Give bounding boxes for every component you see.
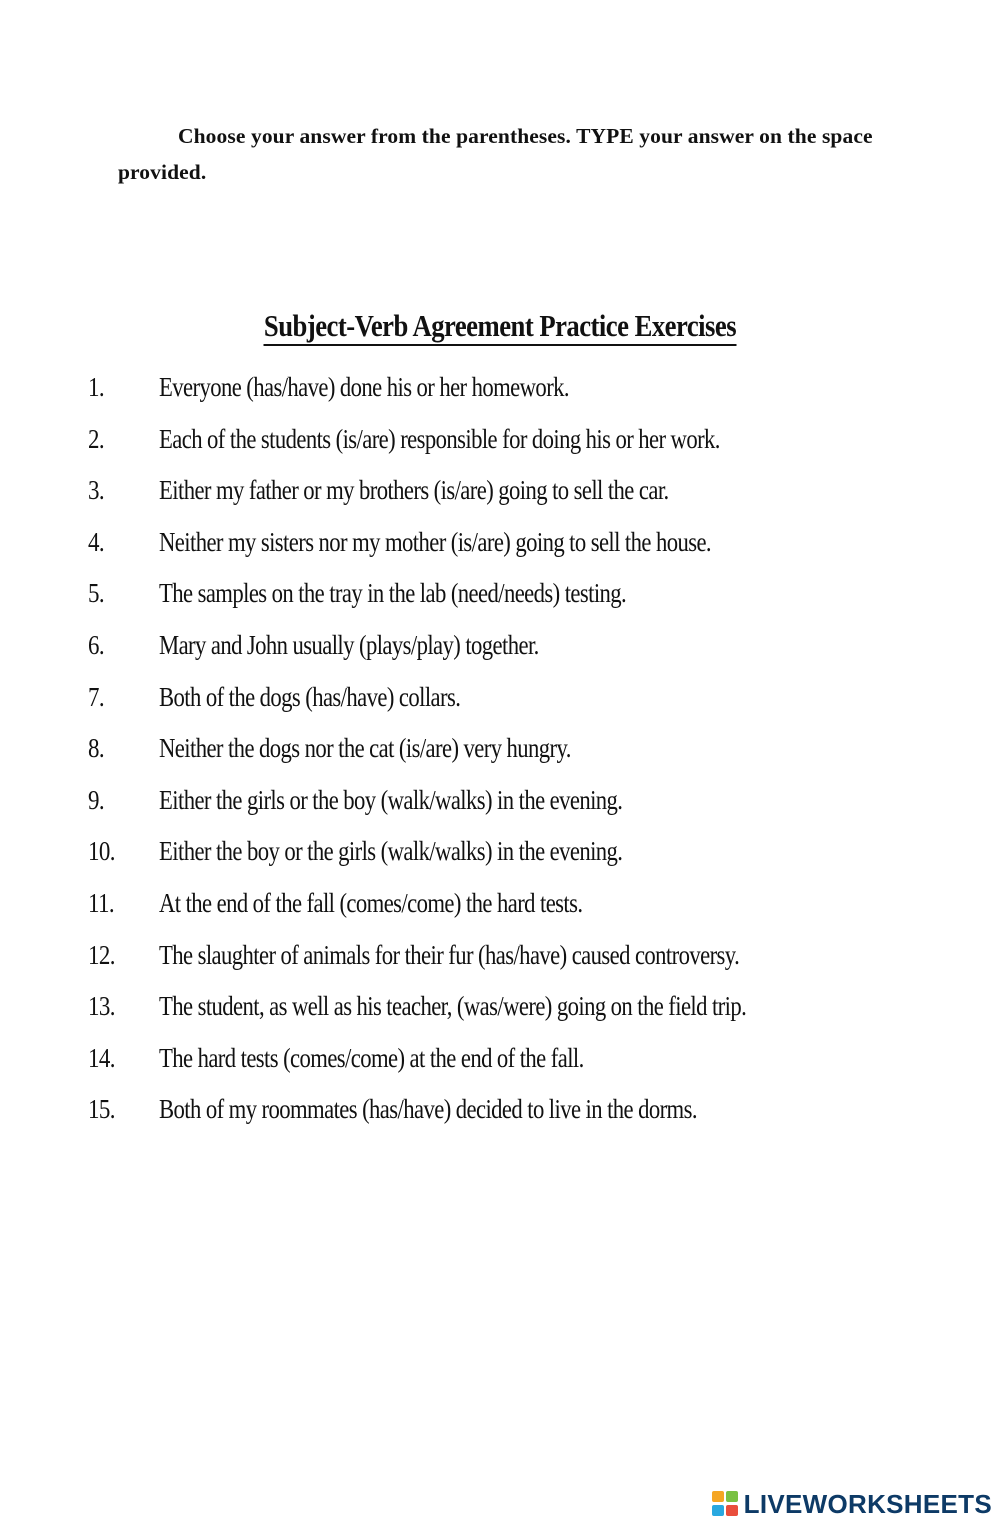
exercise-item [88,416,968,468]
exercise-sentence: The hard tests (comes/come) at the end of the fall. [159,1042,584,1073]
exercise-number: 13. [88,991,115,1022]
exercise-item [88,1035,968,1087]
exercise-number: 2. [88,423,105,454]
exercise-item [88,828,968,880]
exercise-number: 14. [88,1042,115,1073]
liveworksheets-wordmark: LIVEWORKSHEETS [743,1488,992,1519]
exercise-sentence: The slaughter of animals for their fur (has/have) caused controversy. [159,939,740,970]
exercise-number: 5. [88,578,105,609]
exercise-item [88,570,968,622]
worksheet-title-text: Subject-Verb Agreement Practice Exercises [264,308,736,346]
exercise-item [88,932,968,984]
exercise-item [88,674,968,726]
exercise-sentence: Either the girls or the boy (walk/walks) in the evening. [159,784,623,815]
exercise-sentence: At the end of the fall (comes/come) the hard tests. [159,887,583,918]
liveworksheets-brand [712,1485,992,1523]
exercise-number: 11. [88,887,115,918]
exercise-item [88,983,968,1035]
exercise-number: 15. [88,1094,115,1125]
exercise-number: 7. [88,681,105,712]
exercise-item [88,364,968,416]
exercise-item [88,467,968,519]
exercise-sentence: Both of the dogs (has/have) collars. [159,681,461,712]
exercise-number: 3. [88,475,105,506]
exercise-sentence: Mary and John usually (plays/play) together. [159,629,539,660]
exercise-sentence: The samples on the tray in the lab (need/needs) testing. [159,578,627,609]
exercise-item [88,777,968,829]
exercise-sentence: Either my father or my brothers (is/are) going to sell the car. [159,475,669,506]
exercise-number: 8. [88,733,105,764]
exercise-number: 6. [88,629,105,660]
exercise-sentence: Neither the dogs nor the cat (is/are) very hungry. [159,733,571,764]
exercise-sentence: Everyone (has/have) done his or her homework. [159,372,569,402]
exercise-number: 12. [88,939,115,970]
exercise-sentence: Neither my sisters nor my mother (is/are) going to sell the house. [159,526,712,557]
exercise-item [88,725,968,777]
exercise-item [88,519,968,571]
exercise-sentence: The student, as well as his teacher, (was/were) going on the field trip. [159,991,747,1022]
exercise-item [88,880,968,932]
exercise-number: 10. [88,836,115,867]
exercise-sentence: Both of my roommates (has/have) decided to live in the dorms. [159,1094,697,1125]
exercise-sentence: Either the boy or the girls (walk/walks) in the evening. [159,836,623,867]
instructions: Choose your answer from the parentheses. TYPE your answer on the space provided. [118,124,873,184]
exercise-item [88,1086,968,1138]
exercise-number: 1. [88,372,105,402]
exercise-item [88,622,968,674]
exercise-number: 4. [88,526,105,557]
exercise-number: 9. [88,784,105,815]
liveworksheets-logo-icon [712,1491,740,1517]
worksheet-title [70,308,930,344]
exercise-list [88,364,968,1138]
exercise-sentence: Each of the students (is/are) responsible for doing his or her work. [159,423,720,454]
